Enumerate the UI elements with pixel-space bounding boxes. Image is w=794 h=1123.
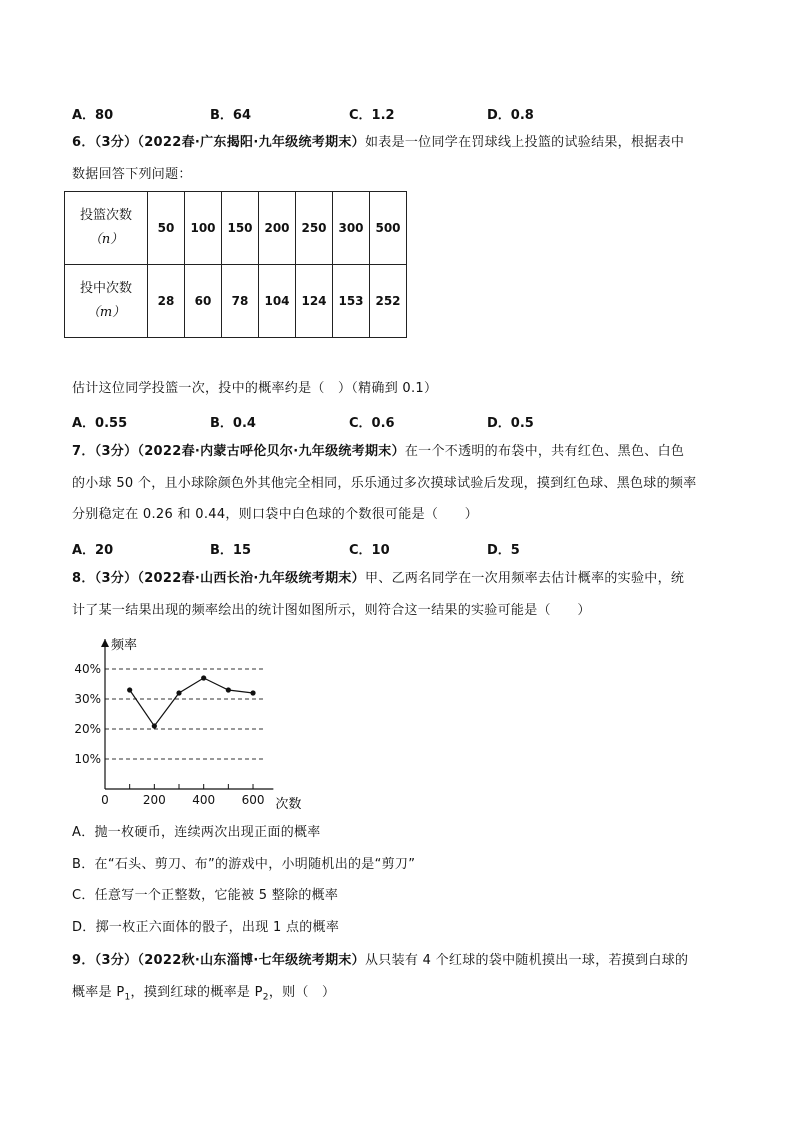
q9-sub1: 1 — [124, 992, 131, 1003]
q7-number: 7． — [72, 444, 95, 459]
q7-option-d: D．5 — [487, 543, 520, 558]
q9-stem — [72, 945, 732, 1014]
q9-source: （2022秋·山东淄博·七年级统考期末） — [137, 953, 365, 968]
q9-stem-line1 — [72, 945, 732, 977]
x-tick-label: 400 — [192, 793, 216, 807]
q8-option-c: C．任意写一个正整数，它能被 5 整除的概率 — [72, 888, 339, 903]
y-axis-arrow — [101, 639, 109, 647]
data-point — [152, 723, 157, 728]
q9-text-b: ，摸到红球的概率是 P — [130, 984, 263, 1000]
table-cell: 50 — [148, 192, 185, 265]
data-point — [201, 675, 206, 680]
y-tick-label: 20% — [74, 722, 101, 736]
row1-label: 投篮次数 — [79, 208, 132, 223]
data-point — [176, 690, 181, 695]
q8-stem-line2: 计了某一结果出现的频率绘出的统计图如图所示，则符合这一结果的实验可能是（ ） — [72, 602, 591, 618]
y-tick-label: 40% — [74, 662, 101, 676]
table-cell: 124 — [296, 265, 333, 338]
x-tick-label: 0 — [101, 793, 109, 807]
row2-label: 投中次数 — [79, 281, 132, 296]
table-cell: 500 — [370, 192, 407, 265]
q5-option-c: C．1.2 — [349, 108, 395, 123]
q5-option-b: B．64 — [210, 108, 251, 123]
q6-stem-line2: 数据回答下列问题： — [72, 166, 192, 182]
q7-stem-line3: 分别稳定在 0.26 和 0.44，则口袋中白色球的个数很可能是（ ） — [72, 507, 479, 522]
q6-option-b: B．0.4 — [210, 416, 256, 431]
table-cell: 100 — [185, 192, 222, 265]
x-tick-label: 200 — [142, 793, 166, 807]
table-cell: 300 — [333, 192, 370, 265]
q9-text-a: 概率是 P — [72, 984, 125, 1000]
table-cell: 252 — [370, 265, 407, 338]
table-cell: 250 — [296, 192, 333, 265]
q8-option-b: B．在“石头、剪刀、布”的游戏中，小明随机出的是“剪刀” — [72, 856, 416, 872]
q9-stem-line2 — [72, 977, 732, 1014]
q6-option-c: C．0.6 — [349, 416, 395, 431]
chart-series — [127, 675, 256, 728]
q8-source: （2022春·山西长治·九年级统考期末） — [137, 571, 365, 586]
q9-sub2: 2 — [262, 992, 269, 1003]
q8-score: （3分） — [94, 571, 138, 586]
table-cell: 78 — [222, 265, 259, 338]
q5-option-a: A．80 — [72, 108, 114, 123]
table-cell: 153 — [333, 265, 370, 338]
q6-number: 6． — [72, 135, 95, 150]
data-point — [127, 687, 132, 692]
table-cell: 200 — [259, 192, 296, 265]
q6-score: （3分） — [94, 135, 138, 150]
table-cell: 28 — [148, 265, 185, 338]
y-tick-label: 10% — [74, 752, 101, 766]
row1-var: （n） — [88, 232, 124, 247]
y-axis-label: 频率 — [111, 638, 138, 653]
data-point — [226, 687, 231, 692]
q6-question: 估计这位同学投篮一次，投中的概率约是（ ）（精确到 0.1） — [72, 381, 438, 396]
q7-stem-line2: 的小球 50 个，且小球除颜色外其他完全相同，乐乐通过多次摸球试验后发现，摸到红色球、黑色球的频率 — [72, 475, 697, 491]
q9-score: （3分） — [94, 953, 138, 968]
q6-option-a: A．0.55 — [72, 416, 128, 431]
chart-ticks — [74, 662, 264, 807]
q7-option-c: C．10 — [349, 543, 390, 558]
series-line — [130, 678, 253, 726]
q6-option-d: D．0.5 — [487, 416, 534, 431]
data-point — [250, 690, 255, 695]
q5-option-d: D．0.8 — [487, 108, 534, 123]
chart-axes — [101, 639, 273, 789]
q9-number: 9． — [72, 953, 95, 968]
q7-option-a: A．20 — [72, 543, 114, 558]
table-cell: 60 — [185, 265, 222, 338]
q7-score: （3分） — [94, 444, 138, 459]
q9-text-c: ，则（ ） — [268, 984, 336, 1000]
q7-source: （2022春·内蒙古呼伦贝尔·九年级统考期末） — [137, 444, 405, 459]
row2-var: （m） — [86, 305, 126, 320]
q6-source: （2022春·广东揭阳·九年级统考期末） — [137, 135, 365, 150]
chart-grid — [105, 669, 265, 759]
q9-stem-text1: 从只装有 4 个红球的袋中随机摸出一球，若摸到白球的 — [364, 953, 689, 968]
table-cell: 104 — [259, 265, 296, 338]
table-cell: 150 — [222, 192, 259, 265]
q8-option-d: D．掷一枚正六面体的骰子，出现 1 点的概率 — [72, 919, 340, 935]
q8-options — [72, 817, 732, 943]
q6-stem-text1: 如表是一位同学在罚球线上投篮的试验结果，根据表中 — [364, 135, 685, 150]
q7-stem-text1: 在一个不透明的布袋中，共有红色、黑色、白色 — [404, 444, 685, 459]
q7-option-b: B．15 — [210, 543, 251, 558]
q8-number: 8． — [72, 571, 95, 586]
q8-option-a: A．抛一枚硬币，连续两次出现正面的概率 — [72, 825, 321, 840]
y-tick-label: 30% — [74, 692, 101, 706]
x-axis-label: 次数 — [275, 797, 302, 812]
x-tick-label: 600 — [241, 793, 265, 807]
q8-stem-text1: 甲、乙两名同学在一次用频率去估计概率的实验中，统 — [364, 571, 685, 586]
